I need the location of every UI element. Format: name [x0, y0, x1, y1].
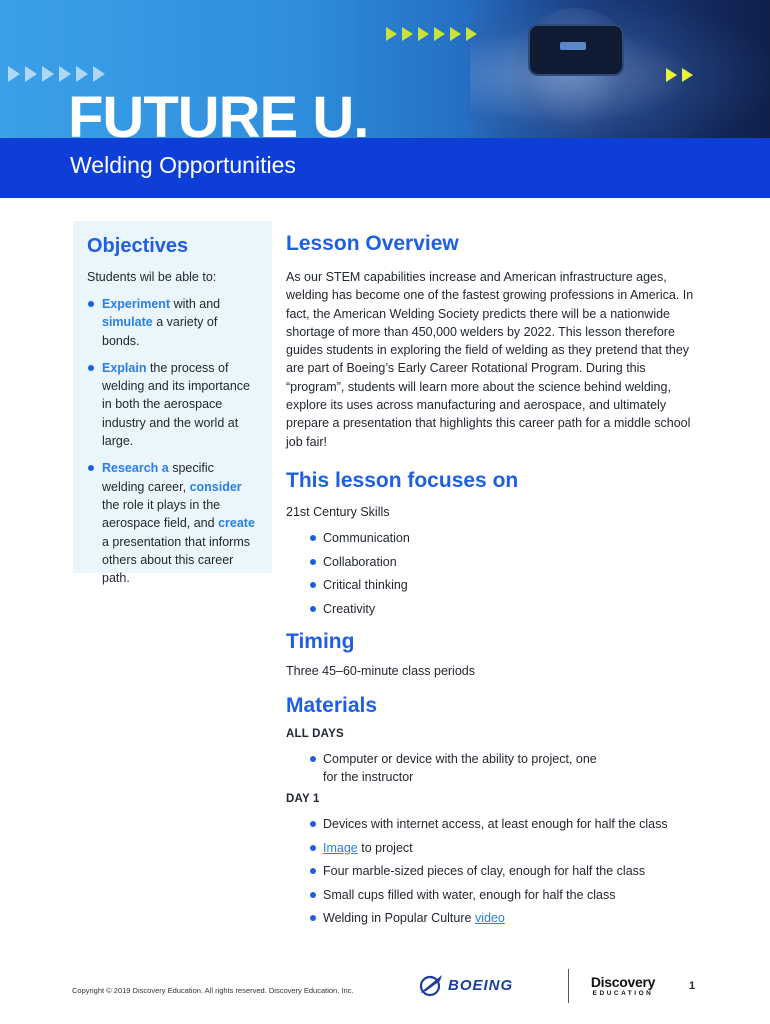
chevron-row-yellow [386, 27, 480, 41]
bullet-icon [310, 845, 316, 851]
objective-text: the process of welding and its importance in both the aerospace industry and the world at large. [102, 360, 250, 449]
chevron-right-icon [93, 66, 105, 82]
bullet-icon [310, 559, 316, 565]
chevron-right-icon [386, 27, 397, 41]
keyword: create [218, 516, 255, 531]
chevron-right-icon [682, 68, 693, 82]
list-item [309, 815, 696, 833]
keyword: consider [189, 479, 242, 494]
education-wordmark: EDUCATION [592, 990, 654, 997]
keyword: Research a [102, 461, 169, 476]
list-item [309, 600, 696, 618]
materials-heading: Materials [286, 694, 378, 718]
vr-headset-image [528, 24, 624, 76]
discovery-education-logo [578, 975, 668, 999]
chevron-right-icon [418, 27, 429, 41]
list-item [87, 359, 258, 450]
chevron-right-icon [8, 66, 20, 82]
logo-divider [568, 969, 569, 1003]
material-label: Small cups filled with water, enough for half the class [323, 887, 616, 902]
objectives-intro: Students wil be able to: [87, 270, 217, 284]
material-label: Computer or device with the ability to project, one for the instructor [323, 752, 597, 785]
chevron-right-icon [59, 66, 71, 82]
chevron-right-icon [76, 66, 88, 82]
skill-label: Critical thinking [323, 578, 408, 593]
chevron-right-icon [450, 27, 461, 41]
list-item [87, 459, 258, 587]
objective-text: a variety of bonds. [102, 315, 218, 348]
list-item [309, 750, 599, 786]
day1-label: DAY 1 [286, 793, 320, 806]
list-item [309, 529, 696, 547]
bullet-icon [310, 582, 316, 588]
page-number: 1 [689, 980, 696, 992]
day1-list [286, 815, 696, 927]
material-label: Devices with internet access, at least enough for half the class [323, 817, 668, 832]
lesson-overview-heading: Lesson Overview [286, 232, 459, 255]
keyword: Experiment [102, 297, 171, 311]
chevron-right-icon [666, 68, 677, 82]
material-label: Welding in Popular Culture [323, 911, 475, 926]
boeing-logo [418, 971, 513, 999]
bullet-icon [310, 606, 316, 612]
objectives-heading: Objectives [87, 235, 189, 257]
list-item [309, 553, 696, 571]
material-label: Four marble-sized pieces of clay, enough for half the class [323, 864, 646, 879]
chevron-right-icon [42, 66, 54, 82]
list-item [309, 862, 696, 880]
skill-label: Communication [323, 531, 410, 546]
video-link[interactable]: video [474, 911, 505, 926]
chevron-right-icon [434, 27, 445, 41]
focus-heading: This lesson focuses on [286, 468, 519, 492]
main-content [286, 232, 696, 933]
material-label: to project [357, 840, 413, 855]
all-days-list [286, 750, 599, 786]
chevron-right-icon [402, 27, 413, 41]
chevron-row-white [8, 66, 108, 82]
list-item [309, 839, 696, 857]
objectives-panel [73, 221, 272, 586]
copyright-text: Copyright © 2019 Discovery Education. All rights reserved. Discovery Education, Inc. [72, 986, 354, 995]
page-subtitle: Welding Opportunities [70, 152, 296, 178]
timing-body: Three 45–60-minute class periods [286, 663, 475, 678]
boeing-symbol-icon [418, 971, 444, 999]
list-item [309, 886, 696, 904]
boeing-wordmark: BOEING [448, 976, 514, 994]
objective-text: specific welding career, [102, 461, 214, 494]
bullet-icon [88, 301, 94, 307]
lesson-overview-body: As our STEM capabilities increase and American infrastructure ages, welding has become one of the fastest growing professions in America. In fact, the American Welding Society predicts there will be a nationwide shortage of more than 450,000 welders by 2022. This lesson therefore guides students in exploring the field of welding as they pretend that they are part of Boeing’s Early Career Rotational Program. During this “program”, students will learn more about the science behind welding, explore its uses across manufacturing and aerospace, and ultimately prepare a presentation that highlights this career path for a middle school job fair! [286, 270, 694, 449]
timing-heading: Timing [286, 629, 355, 653]
objectives-list [87, 295, 258, 587]
focus-intro: 21st Century Skills [286, 504, 390, 519]
keyword: Explain [102, 360, 147, 375]
list-item [87, 295, 258, 350]
list-item [309, 909, 696, 927]
bullet-icon [310, 868, 316, 874]
bullet-icon [88, 465, 94, 471]
all-days-label: ALL DAYS [286, 728, 344, 741]
objective-text: the role it plays in the aerospace field, and [102, 497, 221, 531]
bullet-icon [310, 915, 316, 921]
image-link[interactable]: Image [323, 840, 358, 855]
bullet-icon [310, 892, 316, 898]
chevron-row-yellow-small [666, 68, 696, 82]
bullet-icon [88, 365, 94, 371]
discovery-wordmark: Discovery [590, 974, 656, 990]
objective-text: a presentation that informs others about this career path. [102, 534, 250, 586]
skills-list [286, 529, 696, 618]
list-item [309, 576, 696, 594]
objective-text: with and [170, 297, 221, 311]
chevron-right-icon [466, 27, 477, 41]
headset-logo [560, 42, 586, 50]
bullet-icon [310, 821, 316, 827]
brand-title: FUTURE U. [68, 85, 369, 150]
skill-label: Creativity [323, 601, 376, 616]
bullet-icon [310, 756, 316, 762]
skill-label: Collaboration [323, 554, 397, 569]
chevron-right-icon [25, 66, 37, 82]
keyword: simulate [102, 315, 153, 330]
bullet-icon [310, 535, 316, 541]
